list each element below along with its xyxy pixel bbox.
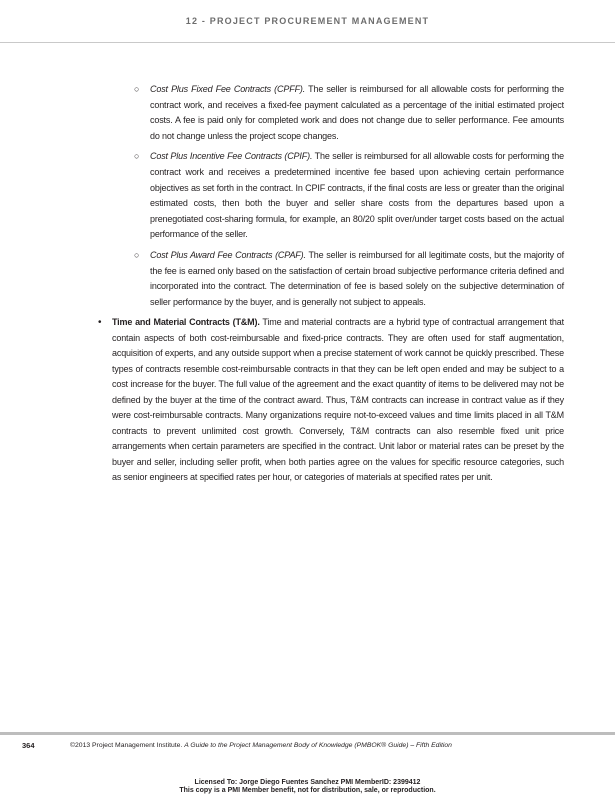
hollow-bullet-icon: ○ (134, 249, 140, 260)
bullet-icon: • (98, 317, 102, 329)
list-item (134, 82, 564, 144)
footer-divider (0, 732, 615, 735)
hollow-bullet-icon: ○ (134, 151, 140, 162)
contract-term: Cost Plus Incentive Fee Contracts (CPIF). (150, 151, 313, 162)
contract-term: Cost Plus Award Fee Contracts (CPAF). (150, 249, 306, 260)
page-content (0, 82, 615, 486)
cost-plus-contract-list (0, 82, 615, 310)
license-notice: This copy is a PMI Member benefit, not for distribution, sale, or reproduction. (179, 787, 436, 794)
copyright-text: ©2013 Project Management Institute. (70, 742, 185, 749)
contract-term: Time and Material Contracts (T&M). (112, 317, 260, 328)
book-title: A Guide to the Project Management Body of Knowledge (PMBOK® Guide) – Fifth Edition (184, 742, 452, 749)
contract-description: The seller is reimbursed for all allowable costs for performing the contract work, and receives a fixed-fee payment calculated as a percentage of the initial estimated project costs. A fee is paid only for completed work and does not change due to seller performance. Fee amounts do not change unless the project scope changes. (150, 84, 564, 141)
list-item (134, 149, 564, 243)
page-header (0, 0, 615, 43)
list-item (134, 248, 564, 310)
footer-credit (70, 742, 452, 749)
contract-description: The seller is reimbursed for all legitimate costs, but the majority of the fee is earned only based on the satisfaction of certain broad subjective performance criteria defined and incorporated into the contract. The determination of fee is based solely on the subjective determination of seller performance by the buyer, and is generally not subject to appeals. (150, 249, 564, 307)
tm-contracts-paragraph (98, 315, 564, 486)
license-line: Licensed To: Jorge Diego Fuentes Sanchez PMI MemberID: 2399412 (194, 779, 421, 786)
hollow-bullet-icon: ○ (134, 84, 140, 94)
contract-description: Time and material contracts are a hybrid type of contractual arrangement that contain aspects of both cost-reimbursable and fixed-price contracts. They are often used for staff augmentation, acquisition of experts, and any outside support when a precise statement of work cannot be quickly prescribed. These types of contracts resemble cost-reimbursable contracts in that they can be left open ended and may be subject to a cost increase for the buyer. The full value of the agreement and the exact quantity of items to be delivered may not be defined by the buyer at the time of the contract award. Thus, T&M contracts can increase in contract value as if they were cost-reimbursable contracts. Many organizations require not-to-exceed values and time limits placed in all T&M contracts to prevent unlimited cost growth. Conversely, T&M contracts can also resemble fixed unit price arrangements when certain parameters are specified in the contract. Unit labor or material rates can be preset by the buyer and seller, including seller profit, when both parties agree on the values for specific resource categories, such as senior engineers at specified rates per hour, or categories of materials at specified rates per unit. (112, 317, 564, 483)
chapter-title: 12 - PROJECT PROCUREMENT MANAGEMENT (185, 16, 430, 26)
contract-description: The seller is reimbursed for all allowable costs for performing the contract work and receives a predetermined incentive fee based upon achieving certain performance objectives as set forth in the contract. In CPIF contracts, if the final costs are less or greater than the original estimated costs, then both the buyer and seller share costs from the departures based upon a prenegotiated cost-sharing formula, for example, an 80/20 split over/under target costs based on the actual performance of the seller. (150, 151, 564, 240)
page-number: 364 (22, 741, 35, 750)
contract-term: Cost Plus Fixed Fee Contracts (CPFF). (150, 84, 306, 94)
